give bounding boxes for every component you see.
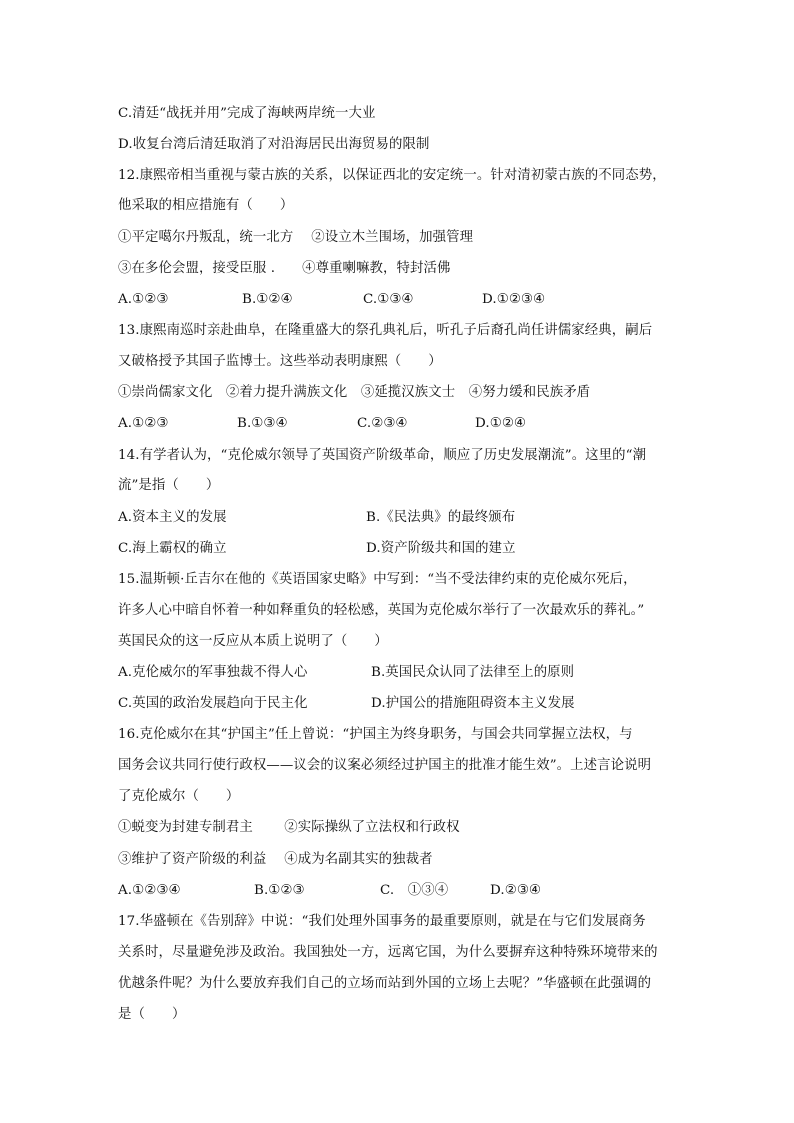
q15-option-d: D.护国公的措施阻碍资本主义发展 [371,696,575,711]
q16-stem-line-1: 16.克伦威尔在其“护国主”任上曾说：“护国主为终身职务，与国会共同掌握立法权，与 [118,727,633,742]
q15-stem-line-3: 英国民众的这一反应从本质上说明了（ ） [118,634,388,649]
q15-option-b: B.英国民众认同了法律至上的原则 [371,665,575,680]
q12-stem-line-1: 12.康熙帝相当重视与蒙古族的关系，以保证西北的安定统一。针对清初蒙古族的不同态势， [118,168,666,183]
q13-option-d: D.①②④ [475,416,527,431]
q12-option-d: D.①②③④ [482,292,546,307]
q12-items-line-1: ①平定噶尔丹叛乱，统一北方 ②设立木兰围场，加强管理 [118,230,474,245]
q16-stem-line-2: 国务会议共同行使行政权——议会的议案必须经过护国主的批准才能生效”。上述言论说明 [118,758,652,773]
q12-option-c: C.①③④ [363,292,414,307]
q17-stem-line-4: 是（ ） [118,1007,186,1022]
q13-option-a: A.①②③ [118,416,169,431]
q16-option-b: B.①②③ [254,883,305,898]
q14-option-d: D.资产阶级共和国的建立 [366,541,516,556]
q12-stem-line-2: 他采取的相应措施有（ ） [118,198,294,213]
q16-option-c: C. ①③④ [380,883,449,898]
q14-stem-line-1: 14.有学者认为，“克伦威尔领导了英国资产阶级革命，顺应了历史发展潮流”。这里的“潮 [118,448,647,463]
q14-option-a: A.资本主义的发展 [118,510,227,525]
q13-items-line-1: ①崇尚儒家文化 ②着力提升满族文化 ③延揽汉族文士 ④努力缓和民族矛盾 [118,385,591,400]
q17-stem-line-1: 17.华盛顿在《告别辞》中说：“我们处理外国事务的最重要原则，就是在与它们发展商务 [118,914,646,929]
q15-option-c: C.英国的政治发展趋向于民主化 [118,696,308,711]
q13-stem-line-1: 13.康熙南巡时亲赴曲阜，在隆重盛大的祭孔典礼后，听孔子后裔孔尚任讲儒家经典，嗣后 [118,323,653,338]
q17-stem-line-2: 关系时，尽量避免涉及政治。我国独处一方，远离它国，为什么要摒弃这种特殊环境带来的 [118,945,658,960]
q16-option-d: D.②③④ [490,883,542,898]
q14-stem-line-2: 流”是指（ ） [118,478,220,493]
q16-items-line-1: ①蜕变为封建专制君主 ②实际操纵了立法权和行政权 [118,820,460,835]
q12-items-line-2: ③在多伦会盟，接受臣服 . ④尊重喇嘛教，特封活佛 [118,261,451,276]
q16-items-line-2: ③维护了资产阶级的利益 ④成为名副其实的独裁者 [118,852,433,867]
q12-option-a: A.①②③ [118,292,169,307]
q17-stem-line-3: 优越条件呢？为什么要放弃我们自己的立场而站到外国的立场上去呢？”华盛顿在此强调的 [118,976,652,991]
q14-option-c: C.海上霸权的确立 [118,541,227,556]
q16-option-a: A.①②③④ [118,883,181,898]
q13-option-b: B.①③④ [237,416,288,431]
q13-stem-line-2: 又破格授予其国子监博士。这些举动表明康熙（ ） [118,354,442,369]
q11-option-d: D.收复台湾后清廷取消了对沿海居民出海贸易的限制 [118,137,430,152]
q11-option-c: C.清廷“战抚并用”完成了海峡两岸统一大业 [118,106,376,121]
q15-stem-line-1: 15.温斯顿·丘吉尔在他的《英语国家史略》中写到：“当不受法律约束的克伦威尔死后， [118,572,637,587]
q12-option-b: B.①②④ [242,292,293,307]
q16-stem-line-3: 了克伦威尔（ ） [118,789,240,804]
q14-option-b: B.《民法典》的最终颁布 [366,510,516,525]
q13-option-c: C.②③④ [357,416,408,431]
q15-stem-line-2: 许多人心中暗自怀着一种如释重负的轻松感，英国为克伦威尔举行了一次最欢乐的葬礼。” [118,603,645,618]
q15-option-a: A.克伦威尔的军事独裁不得人心 [118,665,308,680]
